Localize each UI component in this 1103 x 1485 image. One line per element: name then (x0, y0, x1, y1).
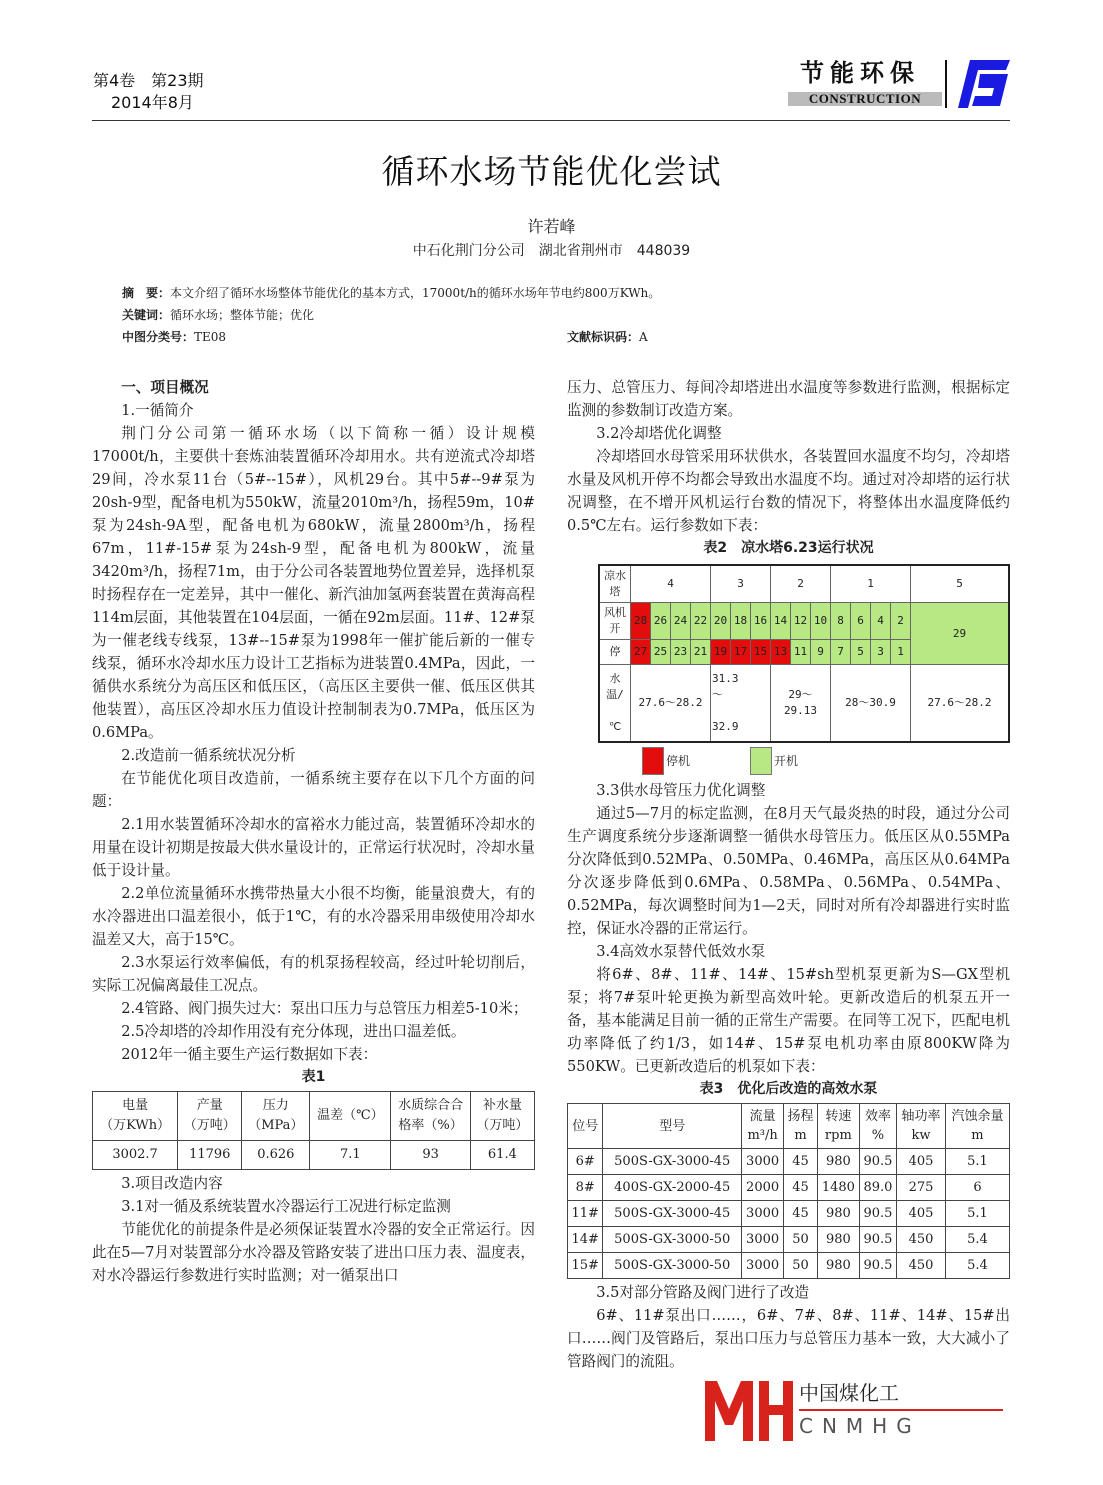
fan-cell: 13 (771, 640, 791, 665)
legend-item (642, 747, 690, 775)
table-cell (945, 1149, 1009, 1175)
paragraph: 2.3水泵运行效率偏低，有的机泵扬程较高，经过叶轮切削后，实际工况偏离最佳工况点。 (92, 954, 535, 994)
issue-info (93, 70, 204, 114)
cell-text: 90.5 (863, 1206, 893, 1221)
cell-text: 405 (908, 1154, 934, 1169)
fan-cell: 17 (731, 640, 751, 665)
cell-text: 5.4 (967, 1258, 988, 1273)
section-heading: 一、项目概况 (121, 379, 209, 396)
table-header-cell (568, 1104, 603, 1149)
table-cell (784, 1201, 818, 1227)
cell-text: 980 (825, 1206, 851, 1221)
fan-cell: 1 (891, 640, 911, 665)
table-cell (391, 1141, 470, 1170)
row-label: 凉水塔 (599, 565, 631, 603)
fan-cell: 18 (731, 603, 751, 640)
table-cell (603, 1149, 742, 1175)
table-cell (742, 1227, 784, 1253)
table-cell (817, 1253, 859, 1279)
table-cell (859, 1149, 896, 1175)
keywords-label: 关键词： (122, 308, 171, 322)
fan-cell: 8 (831, 603, 851, 640)
row-label: 风机开 (599, 603, 631, 640)
fan-cell: 9 (811, 640, 831, 665)
table-2-cooling-tower-status (598, 564, 1010, 743)
table-cell (784, 1227, 818, 1253)
fan-cell: 22 (691, 603, 711, 640)
fan-cell: 23 (671, 640, 691, 665)
cell-text: 3002.7 (112, 1147, 158, 1162)
cell-text: （万吨） (183, 1118, 236, 1133)
table-caption: 表1 (301, 1069, 326, 1085)
table-cell (817, 1149, 859, 1175)
fan-cell: 7 (831, 640, 851, 665)
clc-label: 中图分类号： (122, 330, 195, 344)
table-cell (945, 1227, 1009, 1253)
paragraph: 压力、总管压力、每间冷却塔进出水温度等参数进行监测，根据标定监测的参数制订改造方案。 (567, 379, 1010, 419)
table-cell (784, 1149, 818, 1175)
fan-cell: 15 (751, 640, 771, 665)
subsection-heading: 3.3供水母管压力优化调整 (596, 782, 766, 799)
cell-text: 3000 (746, 1206, 780, 1221)
table-row (568, 1253, 1010, 1279)
clc-value: TE08 (194, 330, 227, 344)
cell-text: 补水量 (482, 1098, 522, 1113)
cell-text: （MPa） (248, 1118, 304, 1133)
cell-text: % (871, 1128, 885, 1143)
cell-text: 5.1 (967, 1206, 988, 1221)
paragraph: 荆门分公司第一循环水场（以下简称一循）设计规模17000t/h，主要供十套炼油装置循环冷却用水。共有逆流式冷却塔29间，冷水泵11台（5#--15#），风机29台。其中5#--9#泵为20sh-9型，配备电机为550kW，流量2010m³/h，扬程59m，10#泵为24sh-9A型，配备电机为680kW，流量2800m³/h，扬程67m，11#-15#泵为24sh-9型，配备电机为800kW，流量3420m³/h，扬程71m，由于分公司各装置地势位置差异，选择机泵时扬程存在一定差异，其中一催化、新汽油加氢两套装置在黄海高程114m层面，其他装置在104层面，一循在92m层面。11#、12#泵为一催老线专线泵，13#--15#泵为1998年一催扩能后新的一催专线泵，循环水冷却水压力设计工艺指标为进装置0.4MPa，因此，一循供水系统分为高压区和低压区，（高压区主要供一催、低压区供其他装置），高压区冷却水压力值设计控制制表为0.7MPa，低压区为0.6MPa。 (92, 425, 535, 741)
fan-cell: 29 (911, 603, 1010, 665)
cell-text: 11# (571, 1206, 599, 1221)
table-cell (568, 1175, 603, 1201)
subsection-heading: 3.1对一循及系统装置水冷器运行工况进行标定监测 (121, 1198, 451, 1215)
fan-cell: 16 (751, 603, 771, 640)
water-temp-row (599, 665, 1009, 743)
logo-divider (945, 60, 947, 108)
watermark-logo (703, 1379, 1009, 1441)
fan-cell: 6 (851, 603, 871, 640)
cell-text: 980 (825, 1154, 851, 1169)
cell-text: 汽蚀余量 (951, 1109, 1004, 1124)
water-temp-cell (711, 665, 771, 743)
subsection-heading: 3.2冷却塔优化调整 (596, 425, 722, 442)
cell-text: 500S-GX-3000-50 (614, 1232, 731, 1247)
table-cell (603, 1201, 742, 1227)
fan-cell: 28 (631, 603, 651, 640)
journal-logo (788, 58, 1010, 110)
table-cell (742, 1253, 784, 1279)
table-cell (568, 1253, 603, 1279)
legend-swatch (642, 747, 664, 775)
cell-text: 0.626 (257, 1147, 295, 1162)
table-row (568, 1175, 1010, 1201)
table-cell (859, 1175, 896, 1201)
cell-text: 格率（%） (398, 1118, 463, 1133)
cell-text: 275 (908, 1180, 934, 1195)
cell-text: 效率 (864, 1109, 891, 1124)
table-cell (568, 1201, 603, 1227)
cell-text: 405 (908, 1206, 934, 1221)
table-cell (897, 1227, 946, 1253)
keywords-text: 循环水场；整体节能；优化 (170, 308, 315, 322)
cell-text: 5.4 (967, 1232, 988, 1247)
table-header-cell (897, 1104, 946, 1149)
affiliation: 中石化荆门分公司 湖北省荆州市 448039 (412, 243, 691, 259)
fan-cell: 25 (651, 640, 671, 665)
cell-text: 45 (792, 1206, 809, 1221)
journal-emblem-icon (956, 58, 1010, 110)
cell-text: 90.5 (863, 1232, 893, 1247)
cell-text: 1480 (821, 1180, 855, 1195)
table-header-cell (945, 1104, 1009, 1149)
cell-text: 7.1 (340, 1147, 361, 1162)
cell-text: 转速 (825, 1109, 852, 1124)
cell-text: 400S-GX-2000-45 (614, 1180, 731, 1195)
paragraph: 节能优化的前提条件是必须保证装置水冷器的安全正常运行。因此在5—7月对装置部分水冷器及管路安装了进出口压力表、温度表，对水冷器运行参数进行实时监测；对一循泵出口 (92, 1221, 535, 1284)
cell-text: 61.4 (487, 1147, 517, 1162)
table-header-cell (391, 1092, 470, 1141)
water-temp-cell: 27.6～28.2 (911, 665, 1010, 743)
table-cell (945, 1201, 1009, 1227)
table-cell (603, 1227, 742, 1253)
abstract-label: 摘 要： (122, 286, 171, 300)
legend-label: 停机 (666, 754, 691, 768)
cell-text: （万KWh） (100, 1118, 171, 1133)
water-temp-cell: 29～29.13 (771, 665, 831, 743)
watermark-mh-icon (703, 1379, 795, 1441)
table-header-row (93, 1092, 535, 1141)
tower-group-header: 5 (911, 565, 1010, 603)
tower-group-header: 1 (831, 565, 911, 603)
fan-cell: 4 (871, 603, 891, 640)
table-3-pumps (567, 1103, 1010, 1279)
fan-cell: 12 (791, 603, 811, 640)
journal-name-cn: 节能环保 (800, 59, 920, 87)
tower-group-header: 2 (771, 565, 831, 603)
cell-text: 980 (825, 1232, 851, 1247)
table-cell (945, 1253, 1009, 1279)
fan-cell: 11 (791, 640, 811, 665)
table-cell (817, 1201, 859, 1227)
subsection-heading: 3.4高效水泵替代低效水泵 (596, 943, 766, 960)
table-header-cell (742, 1104, 784, 1149)
cell-text: 型号 (659, 1118, 686, 1134)
table-cell (310, 1141, 391, 1170)
paragraph: 冷却塔回水母管采用环状供水，各装置回水温度不均匀，冷却塔水量及风机开停不均都会导致出水温度不均。通过对冷却塔的运行状况调整，在不增开风机运行台数的情况下，将整体出水温度降低约0.5℃左右。运行参数如下表： (567, 448, 1010, 534)
cell-text: 500S-GX-3000-45 (614, 1154, 731, 1169)
tower-row (599, 565, 1009, 603)
cell-text: 扬程 (787, 1109, 814, 1124)
table-caption: 表3 优化后改造的高效水泵 (699, 1081, 878, 1097)
cell-text: 500S-GX-3000-45 (614, 1206, 731, 1221)
cell-text: 产量 (196, 1098, 223, 1113)
cell-text: 14# (571, 1232, 599, 1247)
paragraph: 2.1用水装置循环冷却水的富裕水力能过高，装置循环冷却水的用量在设计初期是按最大供水量设计的，正常运行状况时，冷却水量低于设计量。 (92, 816, 535, 879)
subsection-heading: 3.项目改造内容 (121, 1175, 223, 1192)
document-code (567, 329, 648, 345)
cell-text: 8# (575, 1180, 595, 1195)
journal-name-en: CONSTRUCTION (788, 92, 942, 106)
table-header-row (568, 1104, 1010, 1149)
header-rule (92, 120, 1010, 121)
table-cell (897, 1201, 946, 1227)
cell-text: 压力 (262, 1098, 289, 1113)
fan-cell: 14 (771, 603, 791, 640)
table-cell (178, 1141, 242, 1170)
tower-group-header: 3 (711, 565, 771, 603)
subsection-heading: 2.改造前一循系统状况分析 (121, 747, 296, 764)
cell-text: 50 (792, 1258, 809, 1273)
subsection-heading: 1.一循简介 (121, 402, 194, 419)
cell-text: 6 (973, 1180, 982, 1195)
right-column (567, 376, 1010, 1441)
row-label: 停 (599, 640, 631, 665)
fan-cell: 10 (811, 603, 831, 640)
fan-cell: 21 (691, 640, 711, 665)
table-header-cell (817, 1104, 859, 1149)
author: 许若峰 (527, 217, 576, 236)
fan-cell: 19 (711, 640, 731, 665)
cell-text: 89.0 (863, 1180, 893, 1195)
row-label (599, 665, 631, 743)
fan-cell: 3 (871, 640, 891, 665)
cell-text: rpm (824, 1128, 852, 1143)
table-cell (784, 1253, 818, 1279)
paragraph: 6#、11#泵出口……，6#、7#、8#、11#、14#、15#出口……阀门及管路后，泵出口压力与总管压力基本一致，大大减小了管路阀门的流阻。 (567, 1307, 1010, 1370)
table-header-cell (310, 1092, 391, 1141)
table-cell (603, 1175, 742, 1201)
paragraph: 在节能优化项目改造前，一循系统主要存在以下几个方面的问题： (92, 770, 535, 810)
paragraph: 将6#、8#、11#、14#、15#sh型机泵更新为S—GX型机泵；将7#泵叶轮更换为新型高效叶轮。更新改造后的机泵五开一备，基本能满足目前一循的正常生产需要。在同等工况下，匹配电机功率降低了约1/3，如14#、15#泵电机功率由原800KW降为550KW。已更新改造后的机泵如下表： (567, 966, 1010, 1075)
cell-text: ℃ (608, 720, 622, 733)
table-cell (742, 1149, 784, 1175)
table-cell (568, 1149, 603, 1175)
table-2-legend (642, 747, 1010, 775)
abstract-text: 本文介绍了循环水场整体节能优化的基本方式，17000t/h的循环水场年节电约800万KWh。 (170, 286, 661, 300)
cell-text: 电量 (122, 1098, 149, 1113)
cell-text: 15# (571, 1258, 599, 1273)
cell-text: 450 (908, 1258, 934, 1273)
watermark-divider (799, 1409, 1003, 1411)
watermark-text-cn: 中国煤化工 (799, 1381, 899, 1405)
fan-cell: 24 (671, 603, 691, 640)
publication-date: 2014年8月 (111, 93, 194, 112)
table-cell (945, 1175, 1009, 1201)
cell-text: m³/h (747, 1128, 778, 1143)
cell-text: 2000 (746, 1180, 780, 1195)
table-header-cell (470, 1092, 534, 1141)
table-cell (603, 1253, 742, 1279)
cell-text: 93 (422, 1147, 439, 1162)
table-header-cell (93, 1092, 178, 1141)
subsection-heading: 3.5对部分管路及阀门进行了改造 (596, 1284, 810, 1301)
water-temp-cell: 27.6～28.2 (631, 665, 711, 743)
table-row (93, 1141, 535, 1170)
clc-number (122, 329, 226, 345)
paragraph: 2012年一循主要生产运行数据如下表： (121, 1046, 378, 1063)
fan-cell: 26 (651, 603, 671, 640)
legend-swatch (750, 747, 772, 775)
cell-text: kw (911, 1128, 931, 1143)
table-cell (817, 1227, 859, 1253)
table-cell (897, 1149, 946, 1175)
article-title: 循环水场节能优化尝试 (381, 152, 722, 191)
fan-cell: 5 (851, 640, 871, 665)
doc-code-label: 文献标识码： (567, 330, 640, 344)
fan-cell: 2 (891, 603, 911, 640)
fan-cell: 27 (631, 640, 651, 665)
table-cell (242, 1141, 310, 1170)
cell-text: 45 (792, 1180, 809, 1195)
cell-text: （万吨） (476, 1118, 529, 1133)
fan-row-top (599, 603, 1009, 640)
cell-text: m (794, 1128, 807, 1143)
table-cell (784, 1175, 818, 1201)
table-header-cell (178, 1092, 242, 1141)
paragraph: 2.4管路、阀门损失过大：泵出口压力与总管压力相差5-10米； (121, 1000, 528, 1017)
legend-label: 开机 (774, 754, 799, 768)
cell-text: 位号 (572, 1118, 599, 1134)
watermark-text-en: CNMHG (799, 1414, 921, 1438)
table-caption: 表2 凉水塔6.23运行状况 (703, 540, 874, 556)
keywords (122, 307, 314, 323)
table-header-cell (242, 1092, 310, 1141)
cell-text: 5.1 (967, 1154, 988, 1169)
table-cell (470, 1141, 534, 1170)
legend-item (750, 747, 798, 775)
paragraph: 2.2单位流量循环水携带热量大小很不均衡，能量浪费大，有的水冷器进出口温差很小，低于1℃，有的水冷器采用串级使用冷却水温差又大，高于15℃。 (92, 885, 535, 948)
table-cell (568, 1227, 603, 1253)
cell-text: 980 (825, 1258, 851, 1273)
table-cell (817, 1175, 859, 1201)
abstract (122, 285, 660, 301)
cell-text: 32.9 (712, 720, 739, 733)
cell-text: 3000 (746, 1258, 780, 1273)
cell-text: 6# (575, 1154, 595, 1169)
cell-text: 45 (792, 1154, 809, 1169)
cell-text: 水质综合合 (398, 1098, 464, 1113)
table-cell (859, 1201, 896, 1227)
table-cell (897, 1253, 946, 1279)
cell-text: 流量 (749, 1109, 776, 1124)
cell-text: 90.5 (863, 1258, 893, 1273)
table-cell (742, 1175, 784, 1201)
water-temp-cell: 28～30.9 (831, 665, 911, 743)
cell-text: 450 (908, 1232, 934, 1247)
cell-text: 水温/ (606, 672, 624, 701)
cell-text: 温差（℃） (317, 1108, 384, 1123)
doc-code-value: A (639, 330, 648, 344)
table-cell (742, 1201, 784, 1227)
table-header-cell (859, 1104, 896, 1149)
cell-text: 50 (792, 1232, 809, 1247)
cell-text: m (971, 1128, 984, 1143)
paragraph: 2.5冷却塔的冷却作用没有充分体现，进出口温差低。 (121, 1023, 466, 1040)
paragraph: 通过5—7月的标定监测，在8月天气最炎热的时段，通过分公司生产调度系统分步逐渐调整一循供水母管压力。低压区从0.55MPa分次降低到0.52MPa、0.50MPa、0.46MPa，高压区从0.64MPa分次逐步降低到0.6MPa、0.58MPa、0.56MPa、0.54MPa、0.52MPa，每次调整时间为1—2天，同时对所有冷却器进行实时监控，保证水冷器的正常运行。 (567, 805, 1010, 937)
table-row (568, 1201, 1010, 1227)
table-cell (93, 1141, 178, 1170)
table-header-cell (784, 1104, 818, 1149)
table-1 (92, 1091, 535, 1170)
cell-text: 90.5 (863, 1154, 893, 1169)
table-cell (859, 1227, 896, 1253)
table-cell (859, 1253, 896, 1279)
fan-cell: 20 (711, 603, 731, 640)
cell-text: 11796 (189, 1147, 231, 1162)
cell-text: 轴功率 (901, 1109, 941, 1124)
tower-group-header: 4 (631, 565, 711, 603)
table-cell (897, 1175, 946, 1201)
cell-text: 3000 (746, 1154, 780, 1169)
table-row (568, 1149, 1010, 1175)
cell-text: 3000 (746, 1232, 780, 1247)
cell-text: 31.3 ～ (712, 672, 761, 701)
table-row (568, 1227, 1010, 1253)
volume-issue: 第4卷 第23期 (93, 71, 204, 90)
cell-text: 500S-GX-3000-50 (614, 1258, 731, 1273)
left-column (92, 376, 535, 1287)
table-header-cell (603, 1104, 742, 1149)
